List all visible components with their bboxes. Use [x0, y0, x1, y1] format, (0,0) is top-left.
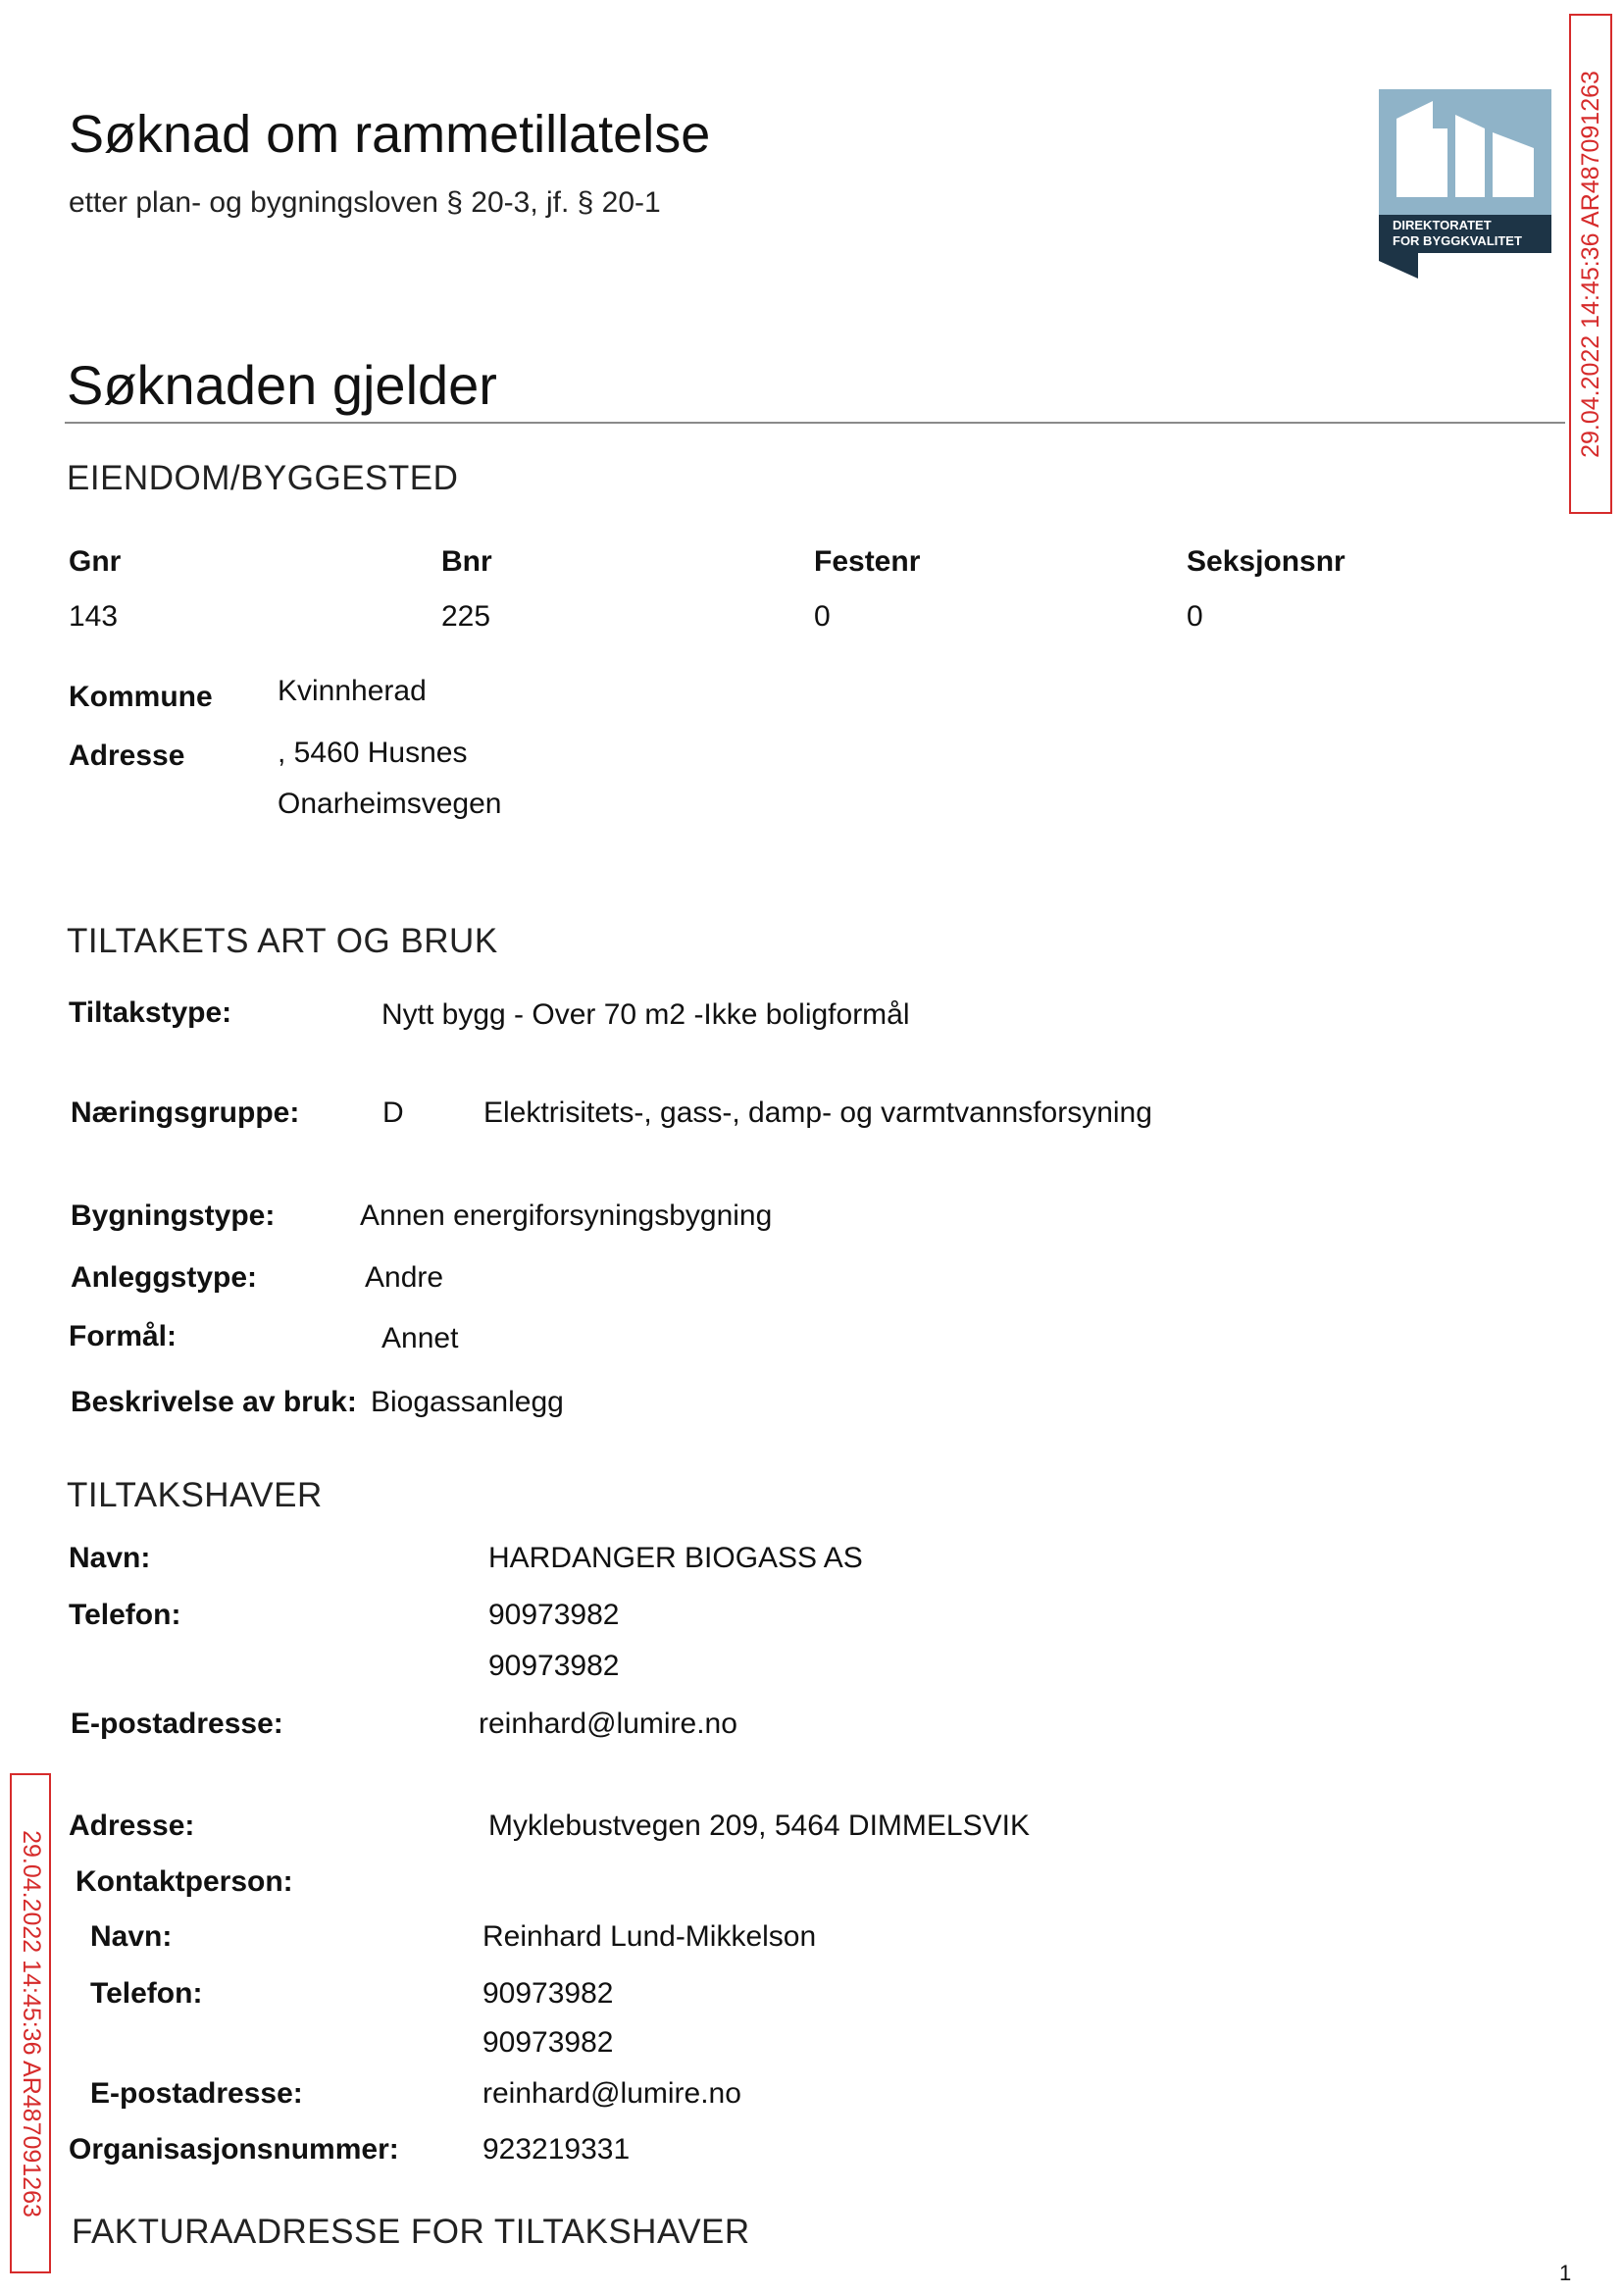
naeringsgruppe-code: D: [382, 1096, 404, 1129]
logo-line1: DIREKTORATET: [1393, 218, 1492, 232]
adresse-label: Adresse: [69, 739, 185, 772]
section-title: Søknaden gjelder: [67, 354, 497, 416]
archive-stamp-text: 29.04.2022 14:45:36 AR487091263: [1576, 70, 1604, 458]
bygningstype-value: Annen energiforsyningsbygning: [360, 1199, 773, 1232]
tiltakstype-label: Tiltakstype:: [69, 996, 232, 1029]
th-epost-value: reinhard@lumire.no: [479, 1708, 737, 1740]
kp-telefon-label: Telefon:: [90, 1977, 203, 2010]
kp-navn-label: Navn:: [90, 1920, 173, 1953]
gnr-label: Gnr: [69, 545, 122, 578]
seksjonsnr-label: Seksjonsnr: [1187, 545, 1345, 578]
eiendom-heading: EIENDOM/BYGGESTED: [67, 459, 459, 497]
tiltakstype-value: Nytt bygg - Over 70 m2 -Ikke boligformål: [381, 998, 910, 1031]
kp-epost-value: reinhard@lumire.no: [482, 2077, 741, 2110]
festenr-value: 0: [814, 600, 831, 633]
tiltakshaver-heading: TILTAKSHAVER: [67, 1476, 323, 1514]
page-number: 1: [1559, 2261, 1572, 2285]
archive-stamp-bottom: [10, 1773, 51, 2273]
th-epost-label: E-postadresse:: [71, 1708, 283, 1740]
document-title: Søknad om rammetillatelse: [69, 105, 711, 164]
dibk-logo-graphic: [1379, 89, 1551, 279]
th-adresse-value: Myklebustvegen 209, 5464 DIMMELSVIK: [488, 1810, 1030, 1842]
archive-stamp-top: [1569, 14, 1612, 514]
gnr-value: 143: [69, 600, 119, 633]
logo-line2: FOR BYGGKVALITET: [1393, 233, 1522, 248]
th-adresse-label: Adresse:: [69, 1810, 195, 1842]
th-telefon-value-2: 90973982: [488, 1650, 620, 1682]
th-telefon-label: Telefon:: [69, 1599, 181, 1631]
kp-navn-value: Reinhard Lund-Mikkelson: [482, 1920, 817, 1953]
formal-value: Annet: [381, 1322, 459, 1354]
archive-stamp-text: 29.04.2022 14:45:36 AR487091263: [17, 1829, 45, 2218]
th-telefon-value-1: 90973982: [488, 1599, 620, 1631]
beskrivelse-value: Biogassanlegg: [371, 1386, 564, 1418]
kommune-label: Kommune: [69, 681, 213, 713]
th-navn-label: Navn:: [69, 1542, 151, 1574]
seksjonsnr-value: 0: [1187, 600, 1203, 633]
formal-label: Formål:: [69, 1320, 178, 1352]
anleggstype-value: Andre: [365, 1261, 444, 1294]
kp-epost-label: E-postadresse:: [90, 2077, 303, 2110]
beskrivelse-label: Beskrivelse av bruk:: [71, 1386, 357, 1418]
document-subtitle: etter plan- og bygningsloven § 20-3, jf. § 20-1: [69, 186, 661, 219]
orgnr-value: 923219331: [482, 2133, 631, 2166]
adresse-line1: , 5460 Husnes: [278, 737, 468, 769]
bnr-value: 225: [441, 600, 491, 633]
naeringsgruppe-value: Elektrisitets-, gass-, damp- og varmtvannsforsyning: [483, 1096, 1152, 1129]
kommune-value: Kvinnherad: [278, 675, 427, 707]
tiltak-heading: TILTAKETS ART OG BRUK: [67, 922, 498, 960]
kontaktperson-label: Kontaktperson:: [76, 1865, 293, 1898]
orgnr-label: Organisasjonsnummer:: [69, 2133, 399, 2166]
kp-telefon-value-1: 90973982: [482, 1977, 614, 2010]
festenr-label: Festenr: [814, 545, 921, 578]
faktura-heading: FAKTURAADRESSE FOR TILTAKSHAVER: [72, 2213, 750, 2251]
kp-telefon-value-2: 90973982: [482, 2026, 614, 2059]
bnr-label: Bnr: [441, 545, 492, 578]
naeringsgruppe-label: Næringsgruppe:: [71, 1096, 300, 1129]
th-navn-value: HARDANGER BIOGASS AS: [488, 1542, 863, 1574]
dibk-logo: [1379, 89, 1551, 279]
section-divider: [65, 422, 1565, 424]
bygningstype-label: Bygningstype:: [71, 1199, 276, 1232]
adresse-line2: Onarheimsvegen: [278, 788, 502, 820]
anleggstype-label: Anleggstype:: [71, 1261, 258, 1294]
